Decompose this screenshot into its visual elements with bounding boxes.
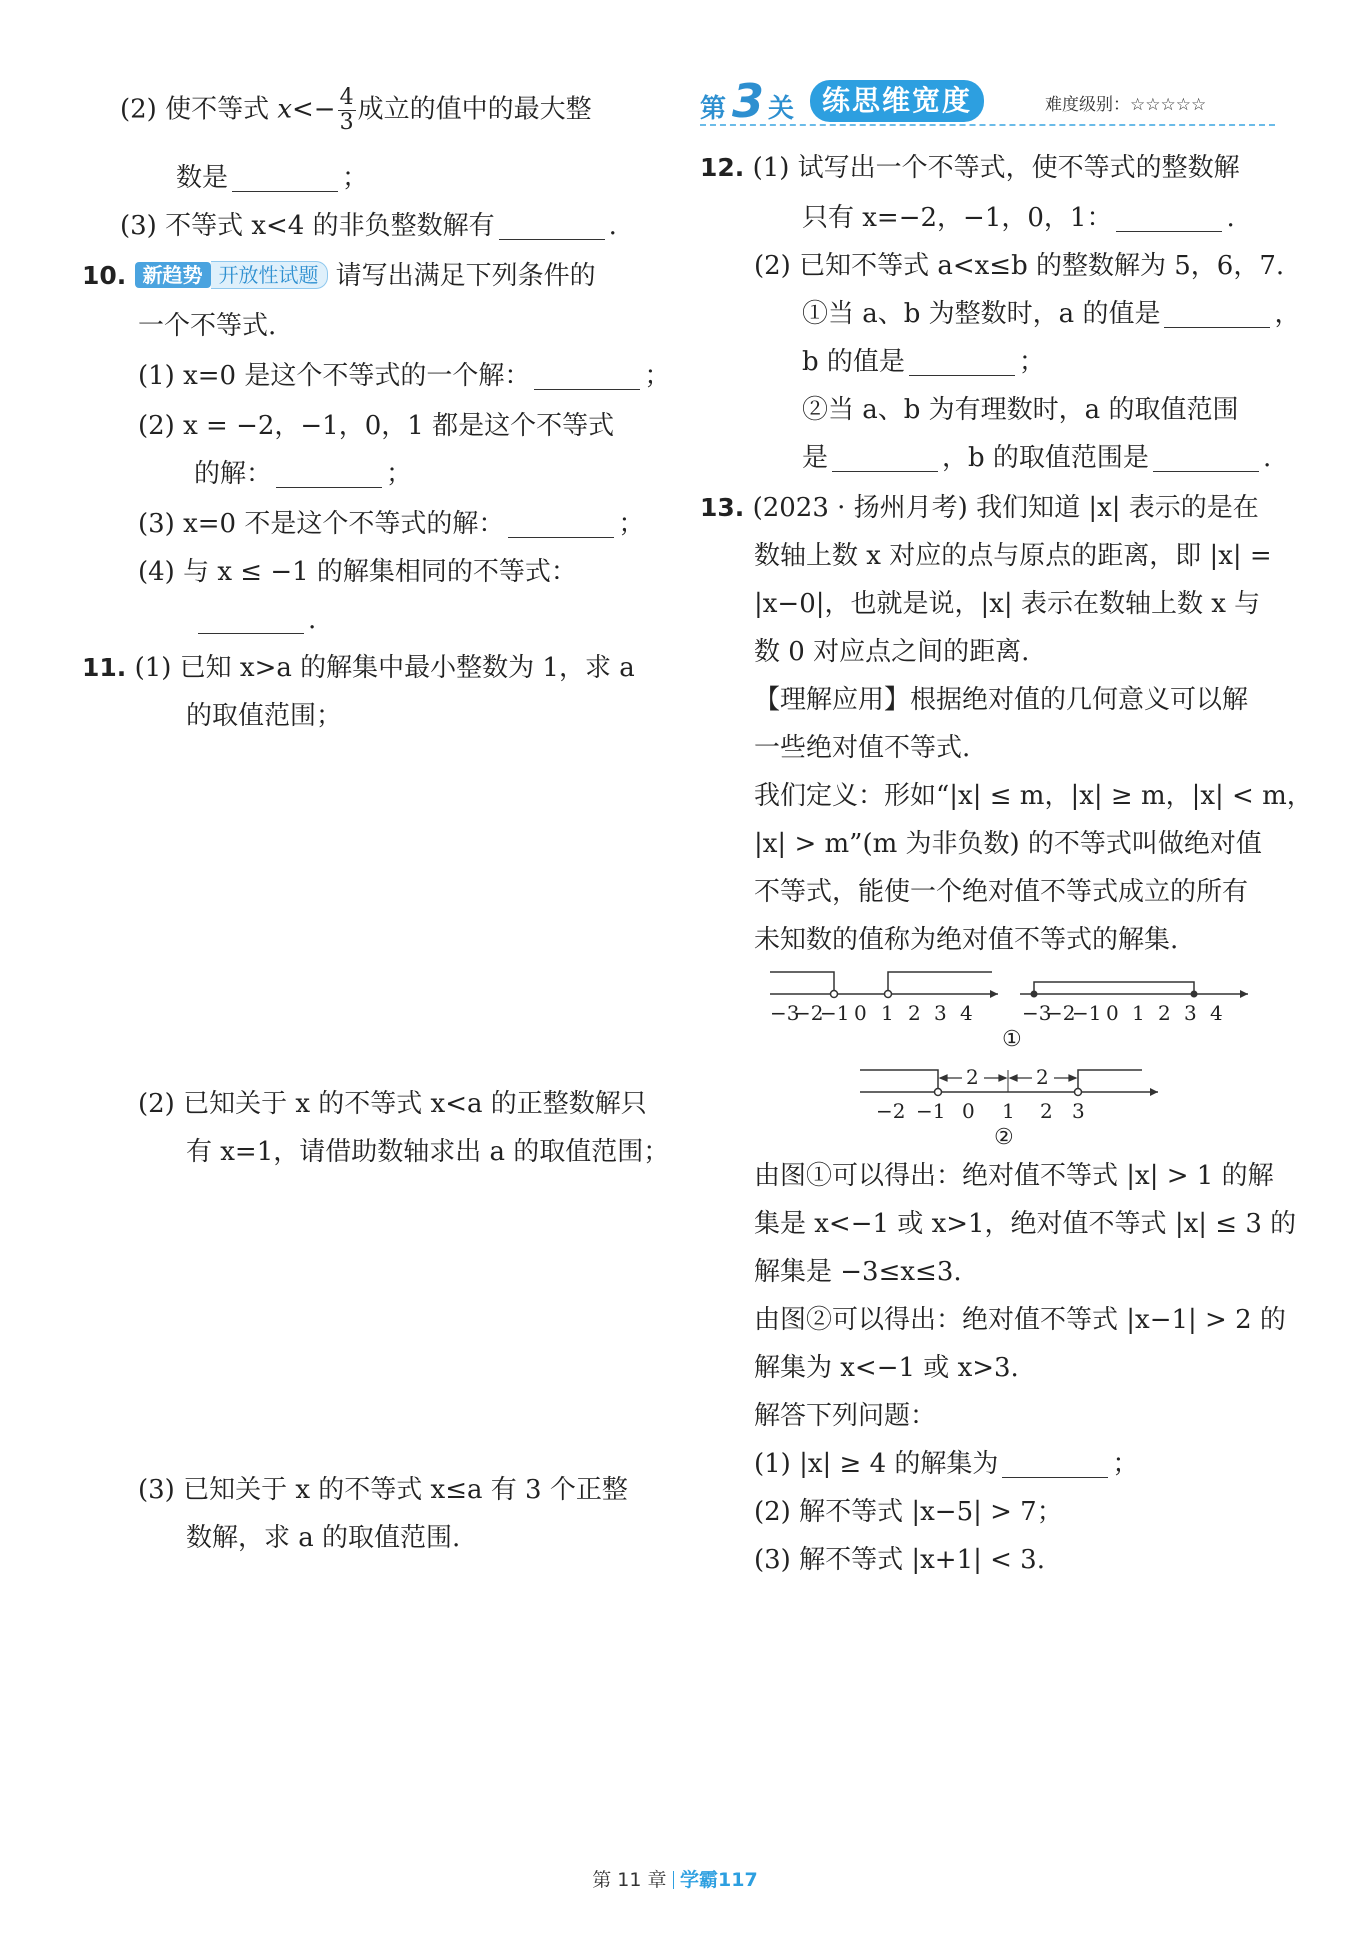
q13-line8: |x| > m”(m 为非负数) 的不等式叫做绝对值: [754, 829, 1262, 859]
answer-blank[interactable]: [508, 508, 614, 538]
brand-label: 学霸: [680, 1869, 719, 1891]
tick-label: 3: [934, 1001, 947, 1025]
tick-label: 4: [960, 1001, 973, 1025]
q12-part1-line2: 只有 x=−2，−1，0，1： .: [802, 203, 1235, 233]
q11-part1-line2: 的取值范围；: [186, 701, 343, 731]
answer-blank[interactable]: [534, 360, 640, 390]
section-header: [700, 74, 1280, 128]
header-level-number: 3: [732, 74, 765, 128]
page-footer: [0, 1865, 1350, 1892]
difficulty-rating: 难度级别：☆☆☆☆☆: [1045, 95, 1207, 115]
question-number: 10.: [82, 261, 127, 290]
answer-blank[interactable]: [909, 346, 1015, 376]
tick-label: −2: [876, 1099, 906, 1123]
figure-1-label: ①: [1002, 1027, 1022, 1050]
tick-label: 2: [1040, 1099, 1053, 1123]
q13-line7: 我们定义：形如“|x| ≤ m，|x| ≥ m，|x| < m，: [754, 781, 1313, 811]
q13-line3: |x−0|，也就是说，|x| 表示在数轴上数 x 与: [754, 589, 1261, 619]
q10-part2-line1: (2) x = −2，−1，0，1 都是这个不等式: [138, 411, 615, 441]
q12-sub1-line2: b 的值是 ；: [802, 347, 1045, 377]
figure-2-label: ②: [994, 1125, 1014, 1146]
q13-line6: 一些绝对值不等式.: [754, 733, 971, 763]
tick-label: 2: [908, 1001, 921, 1025]
chapter-label: 第 11 章: [592, 1869, 667, 1891]
answer-blank[interactable]: [1153, 442, 1259, 472]
header-title: 练思维宽度: [810, 80, 984, 122]
tick-label: 0: [854, 1001, 867, 1025]
tick-label: 4: [1210, 1001, 1223, 1025]
header-guan: 关: [768, 94, 795, 124]
q9-part2-line2: 数是 ；: [176, 163, 369, 193]
answer-blank[interactable]: [1116, 202, 1222, 232]
q12-sub2-line2: 是 ，b 的取值范围是 .: [802, 443, 1272, 473]
number-line-abs-gt-1: [770, 972, 998, 1025]
answer-blank[interactable]: [232, 162, 338, 192]
tick-label: 1: [1002, 1099, 1015, 1123]
tick-label: −2: [794, 1001, 824, 1025]
q11-part2-line1: (2) 已知关于 x 的不等式 x<a 的正整数解只: [138, 1089, 647, 1119]
q13-result3: 解集是 −3≤x≤3.: [754, 1257, 962, 1287]
tick-label: −1: [916, 1099, 946, 1123]
distance-label: 2: [1036, 1065, 1049, 1089]
tick-label: 1: [881, 1001, 894, 1025]
q9-part2-line1: (2) 使不等式 x<− $\frac{4}{3}$ 成立的值中的最大整: [120, 85, 592, 135]
q13-instruction: 解答下列问题：: [754, 1401, 937, 1431]
q10-part1: (1) x=0 是这个不等式的一个解： ；: [138, 361, 671, 391]
q13-result2: 集是 x<−1 或 x>1，绝对值不等式 |x| ≤ 3 的: [754, 1209, 1297, 1239]
q10-part2-line2: 的解： ；: [194, 459, 413, 489]
q12-sub1-line1: ①当 a、b 为整数时，a 的值是 ，: [802, 299, 1301, 329]
header-di: 第: [700, 94, 727, 124]
q13-line5: 【理解应用】根据绝对值的几何意义可以解: [754, 685, 1249, 715]
q13-line2: 数轴上数 x 对应的点与原点的距离，即 |x| =: [754, 541, 1272, 571]
trend-badge: 新趋势: [135, 262, 211, 288]
q13-line4: 数 0 对应点之间的距离.: [754, 637, 1030, 667]
answer-blank[interactable]: [1164, 298, 1270, 328]
number-line-abs-le-3: [1020, 982, 1248, 1025]
q13-line1: 13. (2023 · 扬州月考) 我们知道 |x| 表示的是在: [700, 493, 1259, 523]
tick-label: 0: [1106, 1001, 1119, 1025]
q13-line10: 未知数的值称为绝对值不等式的解集.: [754, 925, 1179, 955]
tick-label: 3: [1184, 1001, 1197, 1025]
q11-part2-line2: 有 x=1，请借助数轴求出 a 的取值范围；: [186, 1137, 670, 1167]
q13-result5: 解集为 x<−1 或 x>3.: [754, 1353, 1019, 1383]
distance-label: 2: [966, 1065, 979, 1089]
question-number: 11.: [82, 653, 127, 682]
question-number: 13.: [700, 493, 745, 522]
q13-line9: 不等式，能使一个绝对值不等式成立的所有: [754, 877, 1249, 907]
tick-label: 1: [1132, 1001, 1145, 1025]
q12-part1-line1: 12. (1) 试写出一个不等式，使不等式的整数解: [700, 153, 1240, 183]
tick-label: 2: [1158, 1001, 1171, 1025]
figure-2-number-line: [860, 1056, 1200, 1146]
q10-stem-line2: 一个不等式.: [138, 311, 277, 341]
q11-part3-line2: 数解，求 a 的取值范围.: [186, 1523, 461, 1553]
header-divider: [700, 124, 1275, 126]
answer-blank[interactable]: [499, 210, 605, 240]
question-number: 12.: [700, 153, 745, 182]
tick-label: −1: [1072, 1001, 1102, 1025]
q10-part4-line1: (4) 与 x ≤ −1 的解集相同的不等式：: [138, 557, 577, 587]
figure-1-number-lines: [770, 960, 1350, 1050]
q12-sub2-line1: ②当 a、b 为有理数时，a 的取值范围: [802, 395, 1239, 425]
q10-stem-line1: 10. 新趋势 开放性试题 请写出满足下列条件的: [82, 261, 596, 291]
tick-label: −3: [770, 1001, 800, 1025]
q13-answer1: (1) |x| ≥ 4 的解集为 ；: [754, 1449, 1139, 1479]
q13-answer3: (3) 解不等式 |x+1| < 3.: [754, 1545, 1045, 1575]
q10-part3: (3) x=0 不是这个不等式的解： ；: [138, 509, 645, 539]
q11-part3-line1: (3) 已知关于 x 的不等式 x≤a 有 3 个正整: [138, 1475, 628, 1505]
tick-label: −2: [1046, 1001, 1076, 1025]
tick-label: 3: [1072, 1099, 1085, 1123]
q13-result4: 由图②可以得出：绝对值不等式 |x−1| > 2 的: [754, 1305, 1286, 1335]
open-question-badge: 开放性试题: [211, 261, 328, 289]
tick-label: −3: [1022, 1001, 1052, 1025]
answer-blank[interactable]: [276, 458, 382, 488]
answer-blank[interactable]: [198, 604, 304, 634]
page-number: 117: [718, 1869, 758, 1891]
fraction-four-thirds: $\frac{4}{3}$: [339, 85, 354, 135]
q10-part4-line2: .: [194, 600, 316, 640]
answer-blank[interactable]: [1002, 1448, 1108, 1478]
tick-label: −1: [820, 1001, 850, 1025]
q11-part1-line1: 11. (1) 已知 x>a 的解集中最小整数为 1，求 a: [82, 653, 635, 683]
tick-label: 0: [962, 1099, 975, 1123]
q9-part3: (3) 不等式 x<4 的非负整数解有 .: [120, 211, 617, 241]
q13-answer2: (2) 解不等式 |x−5| > 7；: [754, 1497, 1063, 1527]
q13-result1: 由图①可以得出：绝对值不等式 |x| > 1 的解: [754, 1161, 1274, 1191]
answer-blank[interactable]: [832, 442, 938, 472]
q12-part2: (2) 已知不等式 a<x≤b 的整数解为 5，6，7.: [754, 251, 1285, 281]
